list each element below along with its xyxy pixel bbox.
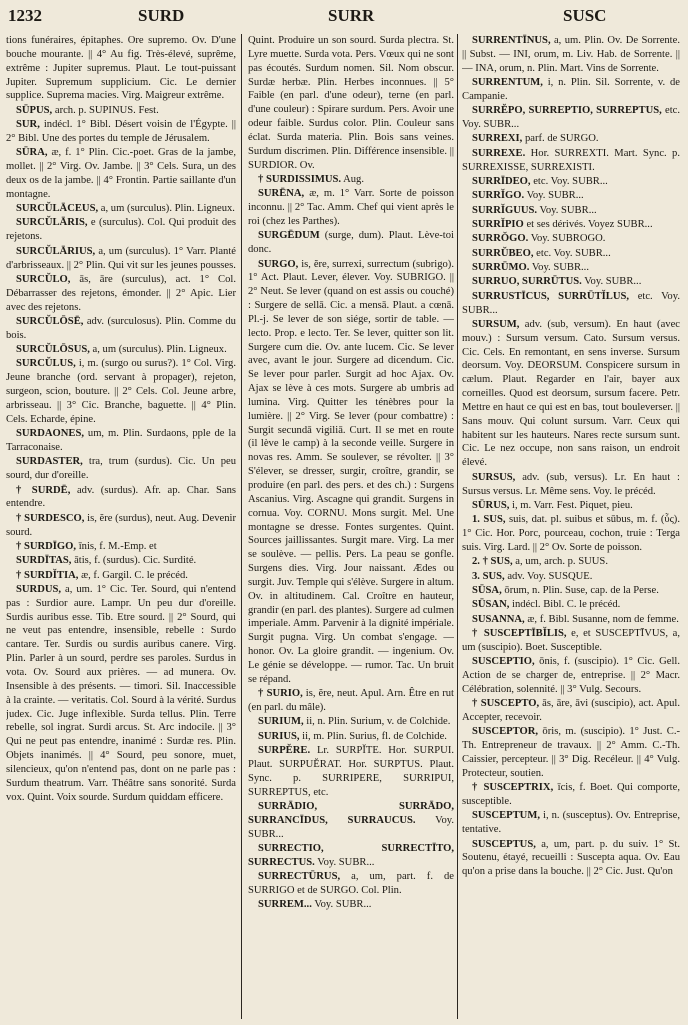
entry-headword: SURRECTŪRUS, <box>258 871 341 883</box>
entry-definition: indécl. Bibl. C. le précéd. <box>512 599 621 611</box>
dictionary-entry <box>6 540 236 554</box>
dictionary-entry <box>6 343 236 357</box>
entry-headword: SURIUM, <box>258 716 304 728</box>
entry-definition: a, um, part. f. de SURRIGO et de SURGO. Col. Plin. <box>248 871 454 896</box>
entry-headword: SURREXE. <box>472 147 526 159</box>
dictionary-entry <box>462 655 680 697</box>
entry-definition: a, um (surculus). Plin. Ligneux. <box>92 344 227 356</box>
entry-definition: adv. Voy. SUSQUE. <box>507 570 593 582</box>
entry-definition: ii, m. Plin. Surius, fl. de Colchide. <box>302 730 447 742</box>
entry-headword: SURRĔPO, SURREPTIO, SURREPTUS, <box>472 105 662 117</box>
dictionary-entry <box>6 512 236 540</box>
dictionary-entry <box>248 715 454 729</box>
dictionary-entry <box>248 187 454 229</box>
entry-headword: SURRŬBEO, <box>472 247 534 259</box>
entry-definition: Voy. SUBR... <box>531 262 589 273</box>
entry-definition: Voy. SUBR... <box>314 899 372 911</box>
entry-headword: SURRUO, SURRŪTUS. <box>472 276 582 288</box>
entry-definition: a, um, part. p. du suiv. 1° St. Soutenu, étayé, recueilli : Suscepta aqua. Ov. Eau qu'on a prise dans la bouche. || 2° Cic. Just. Qu'on <box>462 838 680 878</box>
dictionary-entry <box>462 204 680 218</box>
dictionary-entry <box>462 471 680 499</box>
entry-headword: SURRĬGO. <box>472 190 525 202</box>
entry-headword: † SURIO, <box>258 688 303 700</box>
entry-headword: SŪRUS, <box>472 499 510 511</box>
entry-definition: i, m. (surgo ou surus?). 1° Col. Virg. Jeune branche (ord. servant à propager), rejeton, surgeon, scion, bouture. || 2° Cels. Col. Jeune arbre, arbrisseau. || 3° Cic. Branche, baguette. || 4° Plin. Cels. Echarde, épine. <box>6 358 236 425</box>
entry-definition: adv. (sub, versus). Lr. En haut : Sursus versus. Lr. Même sens. Voy. le précéd. <box>462 471 680 497</box>
entry-headword: † SURDĬTIA, <box>16 569 79 581</box>
entry-headword: SUSANNA, <box>472 613 525 625</box>
dictionary-entry <box>6 245 236 273</box>
dictionary-entry <box>248 898 454 912</box>
entry-headword: SURCŬLĀCEUS, <box>16 203 99 215</box>
dictionary-entry <box>6 315 236 343</box>
entry-definition: i, n. Plin. Sil. Sorrente, v. de Campanie. <box>462 77 680 102</box>
dictionary-entry <box>248 744 454 799</box>
entry-definition: um, m. Plin. Surdaons, pple de la Tarraconaise. <box>6 428 236 453</box>
entry-headword: † SURDĒ, <box>16 484 71 496</box>
entry-headword: 2. † SUS, <box>472 556 513 568</box>
entry-definition: ōrum, n. Plin. Suse, cap. de la Perse. <box>504 584 659 596</box>
entry-definition: a, um. 1° Cic. Ter. Sourd, qui n'entend pas : Surdior aure. Lampr. Un peu dur d'oreille. Surdis auribus esse. Tib. Etre sourd. || 2° Sourd, qui ne veut pas entendre, insensible, rebelle : Surdo cantare. Ter. Surdis ou surdis auribus canere. Virg. Plin. Parler à un sourd, perdre ses paroles. Surdus in vota. Ov. Sourd aux prières. — ad munera. Ov. Insensible à des présents. — timori. Sil. Inaccessible à la crainte. — veritatis. Col. Sourd à la vérité. Surdus judex. Cic. Juge inflexible. Surda tellus. Plin. Terre rebelle, sol ingrat. Surdi arcus. St. Arc indocile. || 3° Qui ne peut pas entendre, inanimé : Surdæ res. Plin. Objets inanimés. || 4° Sourd, peu sonore, muet, silencieux, qu'on n'entend pas, dont on ne parle pas : Surdum theatrum. Varr. Théâtre sans sonorité. Surda vox. Quint. Voix sourde. Surdum quiddam efficere. <box>6 583 236 803</box>
dictionary-entry <box>248 730 454 744</box>
dictionary-entry <box>462 838 680 880</box>
entry-headword: SURCŬLŌSUS, <box>16 344 90 356</box>
entry-headword: SURRŎGO. <box>472 233 529 245</box>
entry-definition: etc. Voy. SUBR... <box>462 290 680 316</box>
entry-headword: SURRENTUM, <box>472 77 543 89</box>
dictionary-entry <box>462 627 680 655</box>
column-divider <box>457 34 458 1019</box>
entry-definition: suis, dat. pl. suibus et sūbus, m. f. (ὗς). 1° Cic. Hor. Porc, pourceau, cochon, truie : Terga suis. Virg. Lard. || 2° Ov. Sorte de poisson. <box>462 514 680 553</box>
entry-headword: † SURDISSIMUS. <box>258 173 342 185</box>
dictionary-entry <box>6 273 236 315</box>
dictionary-entry <box>6 554 236 568</box>
entry-headword: SURCŬLŌSĒ, <box>16 315 84 327</box>
entry-headword: SURSUM, <box>472 318 520 330</box>
entry-headword: 3. SUS, <box>472 570 505 582</box>
dictionary-entry <box>6 484 236 512</box>
entry-definition: et ses dérivés. Voyez SUBR... <box>526 218 653 230</box>
page-header <box>8 6 680 32</box>
entry-definition: is, ĕre (surdus), neut. Aug. Devenir sourd. <box>6 512 236 538</box>
dictionary-entry <box>462 218 680 232</box>
column-middle <box>248 34 454 1019</box>
entry-headword: SURDASTER, <box>16 456 83 468</box>
dictionary-entry <box>462 809 680 837</box>
entry-headword: SURCŬLĀRIUS, <box>16 245 96 257</box>
column-right <box>462 34 680 1019</box>
dictionary-entry <box>462 34 680 76</box>
entry-definition: a, um (surculus). 1° Varr. Planté d'arbrisseaux. || 2° Plin. Qui vit sur les jeunes pousses. <box>6 245 236 271</box>
entry-definition: i, m. Varr. Fest. Piquet, pieu. <box>512 499 633 511</box>
entry-headword: SURRĬPIO <box>472 218 524 230</box>
entry-definition: etc. Voy. SUBR... <box>533 175 608 187</box>
entry-headword: SŪSA, <box>472 584 502 596</box>
entry-headword: SURREM... <box>258 899 312 911</box>
dictionary-entry <box>462 132 680 146</box>
entry-headword: † SUSCEPTRIX, <box>472 782 554 794</box>
entry-definition: a, um (surculus). Plin. Ligneux. <box>100 203 235 215</box>
entry-headword: SUSCEPTOR, <box>472 726 539 738</box>
dictionary-entry <box>6 583 236 805</box>
entry-headword: SŪPUS, <box>16 104 53 116</box>
entry-definition: Voy. SUBR... <box>526 190 584 202</box>
dictionary-entry <box>6 357 236 426</box>
entry-definition: īnis, f. M.-Emp. et <box>78 540 157 552</box>
entry-definition: ās, āre, āvi (suscipio), act. Apul. Accepter, recevoir. <box>462 698 680 723</box>
dictionary-entry <box>462 781 680 809</box>
entry-definition: Voy. SUBROGO. <box>530 233 606 245</box>
entry-headword: SŪSAN, <box>472 599 510 611</box>
entry-definition: is, ĕre, surrexi, surrectum (subrigo). 1° Act. Plaut. Lever, élever. Voy. SUBRIGO. || 2° Neut. Se lever (quand on est assis ou couché) : Surgere de sellā. Cic. a mensā. Plaut. a cœnā. Pl.-j. Se lever de son siége, sortir de table. — lecto. Prop. e lecto. Ter. Se lever, quitter son lit. Surgere cum die. Ov. ante lucem. Cic. Se lever avec, avant le jour. Surgere ad dicendum. Cic. Se lever pour parler. Surgit ad hoc Ajax. Ov. Ajax se lève à ces mots. Surgere ab umbris ad lumina. Virg. Quitter les ténèbres pour la lumière. || 2° Virg. Se lever (pour combattre) : Surgit secundā vigiliā. Curt. Il se met en route (il lève le camp) à la seconde veille. Surgere in novas res. Amm. Se soulever, se révolter. || 3° S'élever, se dresser, surgir, croître, grandir, se produire (en parl. des pers. et des ch.) : Surgens Ascanius. Virg. Ascagne qui grandit. Surgens in cornua. Voy. CORNU. Mons surgit. Mel. Une montagne se dresse. Fontes surgentes. Quint. Sources jaillissantes. Surgit mare. Virg. La mer se soulève. — pellis. Pers. La peau se gonfle. Surgens dies. Virg. Jour naissant. Ædes ou surgit. Juv. Temple qui s'élève. Surgere in altum. Ov. in altitudinem. Cal. Croître en hauteur, grandir (en parl. des plantes). Surgere ad culmen imperiale. Amm. Parvenir à la dignité impériale. Surgit pugna. Virg. Un combat s'engage. — honor. Ov. La gloire grandit. — ingenium. Ov. Le génie se développe. — rumor. Tac. Un bruit se répand. <box>248 258 454 685</box>
entry-headword: SURGO, <box>258 258 299 270</box>
entry-headword: † SURDESCO, <box>16 512 85 524</box>
entry-definition: ōnis, f. (suscipio). 1° Cic. Gell. Action de se charger de, entreprise. || 2° Macr. Célébration, solennité. || 3° Vulg. Secours. <box>462 656 680 695</box>
entry-definition: etc. Voy. SUBR... <box>462 105 680 131</box>
dictionary-entry <box>462 290 680 318</box>
dictionary-entry <box>462 570 680 584</box>
entry-headword: † SUSCEPTO, <box>472 698 540 710</box>
entry-headword: SUSCEPTUS, <box>472 838 536 850</box>
dictionary-entry <box>248 800 454 842</box>
dictionary-entry <box>462 613 680 627</box>
page-number: 1232 <box>8 6 42 25</box>
entry-headword: SURCŬLUS, <box>16 358 76 370</box>
entry-headword: SURPĔRE. <box>258 745 311 757</box>
entry-definition: æ, f. Bibl. Susanne, nom de femme. <box>527 613 679 625</box>
entry-definition: a, um. Plin. Ov. De Sorrente. || Subst. — INI, orum, m. Liv. Hab. de Sorrente. || — INA, orum, n. Plin. Mart. Vins de Sorrente. <box>462 35 680 74</box>
entry-headword: SURGĒDUM <box>258 230 320 242</box>
entry-headword: SURRUSTĪCUS, SURRŪTĬLUS, <box>472 290 630 302</box>
column-left <box>6 34 236 1019</box>
dictionary-entry <box>462 499 680 513</box>
entry-definition: Voy. SUBR... <box>539 204 597 216</box>
entry-definition: adv. (surdus). Afr. ap. Char. Sans entendre. <box>6 484 236 510</box>
entry-definition: etc. Voy. SUBR... <box>536 247 611 259</box>
entry-headword: SURDUS, <box>16 583 62 595</box>
entry-headword: SŪRA, <box>16 147 48 159</box>
entry-definition: Voy. SUBR... <box>317 856 375 868</box>
dictionary-entry <box>6 118 236 146</box>
entry-definition: īcis, f. Boet. Qui comporte, susceptible. <box>462 782 680 808</box>
dictionary-entry <box>6 34 236 103</box>
entry-definition: ātis, f. (surdus). Cic. Surdité. <box>74 555 197 567</box>
entry-headword: SURRECTIO, SURRECTĪTO, SURRECTUS. <box>248 842 454 868</box>
dictionary-entry <box>248 842 454 870</box>
dictionary-entry <box>6 104 236 118</box>
entry-definition: Voy. SUBR... <box>248 814 454 840</box>
entry-headword: SUSCEPTUM, <box>472 810 540 822</box>
dictionary-entry <box>6 455 236 483</box>
entry-headword: SURRENTĪNUS, <box>472 35 551 46</box>
entry-definition: ōris, m. (suscipio). 1° Just. C.-Th. Entrepreneur de travaux. || 2° Amm. C.-Th. Caissier, percepteur. || 3° Dig. Recéleur. || 4° Vulg. Protecteur, soutien. <box>462 726 680 779</box>
dictionary-entry <box>248 870 454 898</box>
dictionary-entry <box>462 175 680 189</box>
dictionary-entry <box>462 232 680 246</box>
dictionary-entry <box>462 555 680 569</box>
entry-headword: SURCŬLO, <box>16 273 71 285</box>
entry-definition: is, ĕre, neut. Apul. Arn. Être en rut (en parl. du mâle). <box>248 688 454 713</box>
entry-headword: SUR, <box>16 119 40 131</box>
dictionary-entry <box>6 216 236 244</box>
entry-definition: Lr. SURPĬTE. Hor. SURPUI. Plaut. SURPUĔRAT. Hor. SURPTUS. Plaut. Sync. p. SURRIPERE, SURRIPUI, SURREPTUS, etc. <box>248 745 454 798</box>
dictionary-entry <box>462 76 680 104</box>
entry-headword: SURDĪTAS, <box>16 555 72 567</box>
dictionary-entry <box>462 275 680 289</box>
entry-definition: (surge, dum). Plaut. Lève-toi donc. <box>248 230 454 256</box>
entry-headword: SUSCEPTIO, <box>472 656 535 668</box>
dictionary-entry <box>462 247 680 261</box>
entry-definition: Voy. SUBR... <box>584 276 642 288</box>
entry-definition: e, et SUSCEPTĪVUS, a, um (suscipio). Boet. Susceptible. <box>462 627 680 653</box>
entry-definition: i, n. (susceptus). Ov. Entreprise, tentative. <box>462 810 680 836</box>
dictionary-entry <box>462 261 680 275</box>
dictionary-entry <box>248 687 454 715</box>
entry-definition: parf. de SURGO. <box>525 133 599 145</box>
entry-headword: 1. SUS, <box>472 514 506 526</box>
dictionary-entry <box>6 202 236 216</box>
entry-headword: † SUSCEPTĪBĬLIS, <box>472 627 567 639</box>
dictionary-entry <box>462 598 680 612</box>
dictionary-entry <box>462 584 680 598</box>
entry-definition: adv. (surculosus). Plin. Comme du bois. <box>6 315 236 341</box>
dictionary-entry <box>462 104 680 132</box>
dictionary-entry <box>6 427 236 455</box>
entry-headword: SURDAONES, <box>16 428 84 440</box>
running-head-left: SURD <box>138 6 185 25</box>
dictionary-entry <box>248 229 454 257</box>
dictionary-entry <box>462 513 680 555</box>
entry-definition: adv. (sub, versum). En haut (avec mouv.) : Sursum versum. Cato. Sursum versus. Cic. Cels. En remontant, en sens inverse. Sursum deorsum. Voy. DEORSUM. Conspicere sursum in cælum. Plaut. Regarder en l'air, bayer aux corneilles. Quod est deorsum, sursum facere. Petr. Mettre en haut ce qui est en bas, tout bouleverser. || Sans mouv. Qui colunt sursum. Varr. Ceux qui habitent sur les hauteurs. Nares recte sursum sunt. Cic. Le nez occupe, non sans raison, un endroit élevé. <box>462 318 680 469</box>
entry-definition: æ, f. Gargil. C. le précéd. <box>81 569 188 581</box>
entry-headword: SURCŬLĀRIS, <box>16 217 88 229</box>
entry-definition: ās, āre (surculus), act. 1° Col. Débarrasser des rejetons, émonder. || 2° Apic. Lier avec des rejetons. <box>6 273 236 313</box>
entry-headword: SURIUS, <box>258 730 300 742</box>
entry-headword: SURREXI, <box>472 133 523 145</box>
entry-definition: e (surculus). Col. Qui produit des rejetons. <box>6 217 236 243</box>
dictionary-entry <box>248 34 454 172</box>
dictionary-entry <box>248 258 454 687</box>
entry-definition: a, um, arch. p. SUUS. <box>515 556 608 568</box>
entry-definition: ii, n. Plin. Surium, v. de Colchide. <box>306 716 451 728</box>
entry-headword: SURSUS, <box>472 471 516 483</box>
dictionary-entry <box>6 146 236 201</box>
entry-headword: SURRŪMO. <box>472 262 530 273</box>
running-head-right: SUSC <box>563 6 607 25</box>
dictionary-entry <box>462 725 680 780</box>
dictionary-entry <box>248 173 454 187</box>
column-divider <box>241 34 242 1019</box>
entry-headword: † SURDĪGO, <box>16 540 77 552</box>
entry-headword: SURRĀDIO, SURRĀDO, SURRANCĪDUS, SURRAUCUS. <box>248 800 454 826</box>
dictionary-entry <box>462 318 680 470</box>
entry-definition: Aug. <box>343 173 364 185</box>
entry-definition: Hor. SURREXTI. Mart. Sync. p. SURREXISSE, SURREXISTI. <box>462 147 680 173</box>
entry-definition: tra, trum (surdus). Cic. Un peu sourd, dur d'oreille. <box>6 456 236 482</box>
entry-headword: SURĒNA, <box>258 188 305 200</box>
entry-definition: arch. p. SUPINUS. Fest. <box>54 104 159 116</box>
dictionary-entry <box>462 189 680 203</box>
entry-definition: æ, m. 1° Varr. Sorte de poisson inconnu. || 2° Tac. Amm. Chef qui vient après le roi (chez les Parthes). <box>248 188 454 227</box>
entry-headword: SURRĬGUUS. <box>472 204 538 216</box>
entry-headword: SURRĪDEO, <box>472 175 531 187</box>
dictionary-entry <box>6 569 236 583</box>
dictionary-entry <box>462 697 680 725</box>
entry-definition: æ, f. 1° Plin. Cic.-poet. Gras de la jambe, mollet. || 2° Virg. Ov. Jambe. || 3° Cels. Sura, un des deux os de la jambe. || 4° Frontin. Partie saillante d'un montagne. <box>6 147 236 200</box>
running-head-middle: SURR <box>328 6 375 25</box>
entry-definition: indécl. 1° Bibl. Désert voisin de l'Égypte. || 2° Bibl. Une des portes du temple de Jérusalem. <box>6 119 236 144</box>
dictionary-entry <box>462 147 680 175</box>
entry-definition: tions funéraires, épitaphes. Ore supremo. Ov. D'une bouche mourante. || 4° Au fig. Très-élevé, suprême, extrême : Jupiter supremus. Plaut. Le tout-puissant Jupiter. Supremum supplicium. Cic. Le dernier supplice. Suprema macies. Virg. Maigreur extrême. <box>6 35 236 102</box>
entry-definition: Quint. Produire un son sourd. Surda plectra. St. Lyre muette. Surda vota. Pers. Vœux qui ne sont pas écoutés. Surdum nomen. Sil. Nom obscur. Surdæ herbæ. Plin. Herbes inconnues. || 5° Faible (en parl. d'une odeur), terne (en parl. d'une couleur) : Spirare surdum. Pers. Avoir une odeur faible. Surdus color. Plin. Couleur sans éclat. Surda materia. Plin. Bois sans veines. Surdum discrimen. Plin. Différence insensible. || SURDIOR. Ov. <box>248 35 454 171</box>
